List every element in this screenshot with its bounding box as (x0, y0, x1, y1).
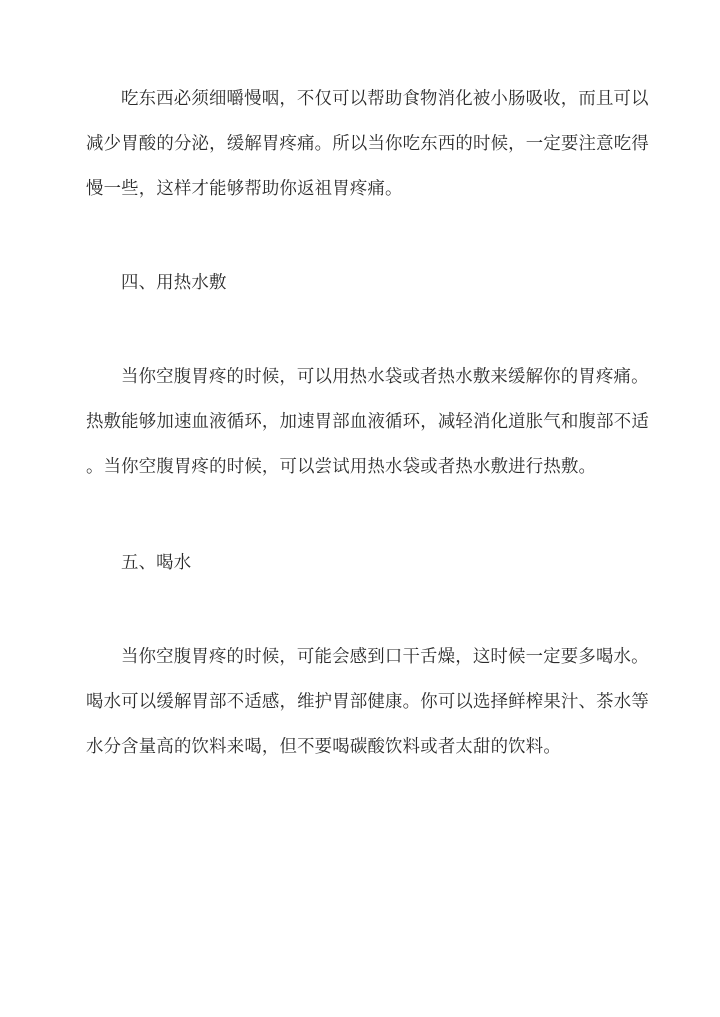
paragraph-line: 当你空腹胃疼的时候，可能会感到口干舌燥，这时候一定要多喝水。 (121, 647, 649, 667)
paragraph-line: 减少胃酸的分泌，缓解胃疼痛。所以当你吃东西的时候，一定要注意吃得 (86, 134, 649, 154)
paragraph-line: 慢一些，这样才能够帮助你返祖胃疼痛。 (86, 179, 403, 199)
paragraph-line: 吃东西必须细嚼慢咽，不仅可以帮助食物消化被小肠吸收，而且可以 (121, 89, 649, 109)
section-heading: 五、喝水 (121, 553, 192, 573)
paragraph-line: 水分含量高的饮料来喝，但不要喝碳酸饮料或者太甜的饮料。 (86, 737, 561, 757)
section-heading: 四、用热水敷 (121, 273, 227, 293)
paragraph-line: 。当你空腹胃疼的时候，可以尝试用热水袋或者热水敷进行热敷。 (86, 457, 597, 477)
paragraph-line: 热敷能够加速血液循环，加速胃部血液循环，减轻消化道胀气和腹部不适 (86, 412, 649, 432)
paragraph-line: 当你空腹胃疼的时候，可以用热水袋或者热水敷来缓解你的胃疼痛。 (121, 367, 649, 387)
paragraph-line: 喝水可以缓解胃部不适感，维护胃部健康。你可以选择鲜榨果汁、茶水等 (86, 692, 649, 712)
